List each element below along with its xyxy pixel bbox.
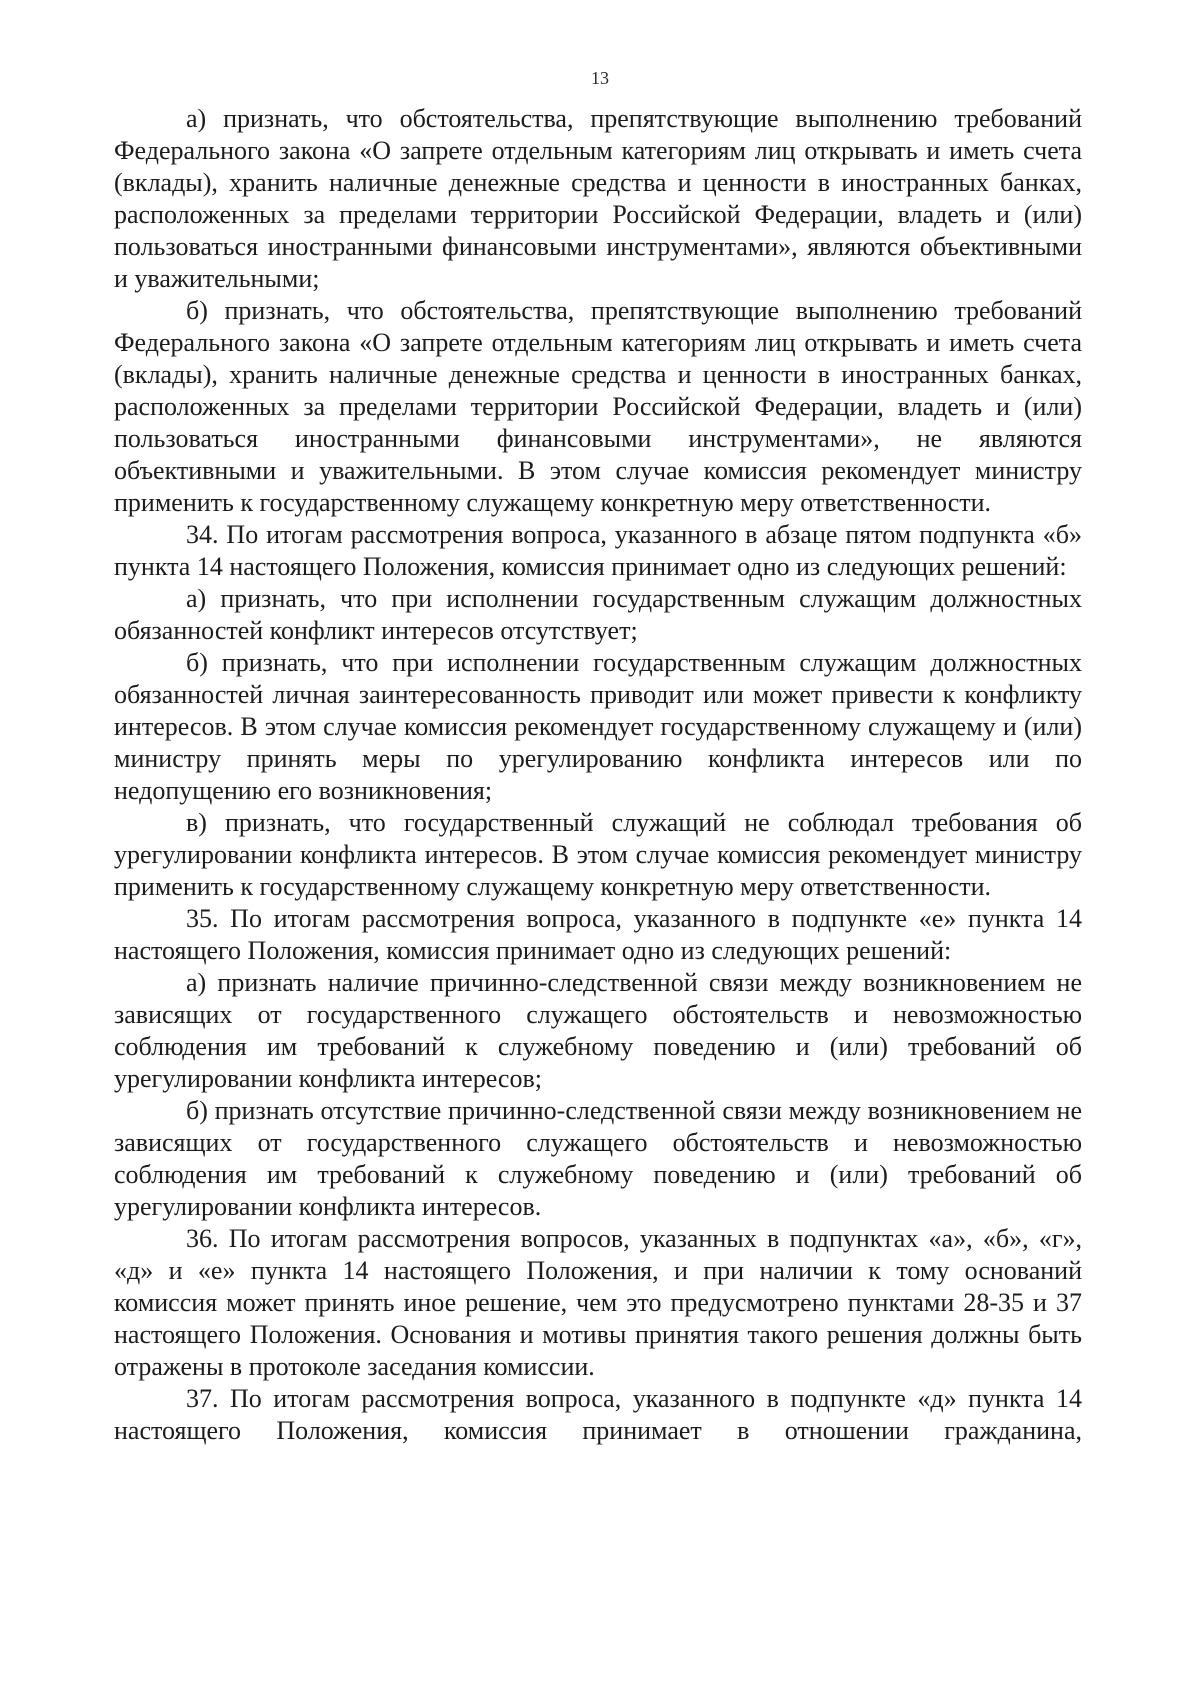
paragraph-35a: а) признать наличие причинно-следственной связи между возникновением не зависящих от государственного служащего обстоятельств и невозможностью соблюдения им требований к служебному поведению и (или) требований об урегулировании конфликта интересов; (114, 968, 1082, 1093)
paragraph-34: 34. По итогам рассмотрения вопроса, указанного в абзаце пятом подпункта «б» пункта 14 настоящего Положения, комиссия принимает одно из следующих решений: (114, 520, 1082, 581)
paragraph-34a: а) признать, что при исполнении государственным служащим должностных обязанностей конфликт интересов отсутствует; (114, 584, 1082, 645)
paragraph-34b: б) признать, что при исполнении государственным служащим должностных обязанностей личная заинтересованность приводит или может привести к конфликту интересов. В этом случае комиссия рекомендует государственному служащему и (или) министру принять меры по урегулированию конфликта интересов или по недопущению его возникновения; (114, 648, 1082, 805)
paragraph-33a: а) признать, что обстоятельства, препятствующие выполнению требований Федерального закона «О запрете отдельным категориям лиц открывать и иметь счета (вклады), хранить наличные денежные средства и ценности в иностранных банках, расположенных за пределами территории Российской Федерации, владеть и (или) пользоваться иностранными финансовыми инструментами», являются объективными и уважительными; (114, 104, 1082, 293)
paragraph-34v: в) признать, что государственный служащий не соблюдал требования об урегулировании конфликта интересов. В этом случае комиссия рекомендует министру применить к государственному служащему конкретную меру ответственности. (114, 808, 1082, 901)
paragraph-35b: б) признать отсутствие причинно-следственной связи между возникновением не зависящих от государственного служащего обстоятельств и невозможностью соблюдения им требований к служебному поведению и (или) требований об урегулировании конфликта интересов. (114, 1096, 1082, 1221)
document-body (114, 103, 1082, 1447)
paragraph-33b: б) признать, что обстоятельства, препятствующие выполнению требований Федерального закона «О запрете отдельным категориям лиц открывать и иметь счета (вклады), хранить наличные денежные средства и ценности в иностранных банках, расположенных за пределами территории Российской Федерации, владеть и (или) пользоваться иностранными финансовыми инструментами», не являются объективными и уважительными. В этом случае комиссия рекомендует министру применить к государственному служащему конкретную меру ответственности. (114, 296, 1082, 517)
paragraph-36: 36. По итогам рассмотрения вопросов, указанных в подпунктах «а», «б», «г», «д» и «е» пункта 14 настоящего Положения, и при наличии к тому оснований комиссия может принять иное решение, чем это предусмотрено пунктами 28-35 и 37 настоящего Положения. Основания и мотивы принятия такого решения должны быть отражены в протоколе заседания комиссии. (114, 1224, 1082, 1381)
paragraph-35: 35. По итогам рассмотрения вопроса, указанного в подпункте «е» пункта 14 настоящего Положения, комиссия принимает одно из следующих решений: (114, 904, 1082, 965)
paragraph-37: 37. По итогам рассмотрения вопроса, указанного в подпункте «д» пункта 14 настоящего Положения, комиссия принимает в отношении гражданина, (114, 1384, 1082, 1445)
page-number: 13 (591, 68, 609, 88)
